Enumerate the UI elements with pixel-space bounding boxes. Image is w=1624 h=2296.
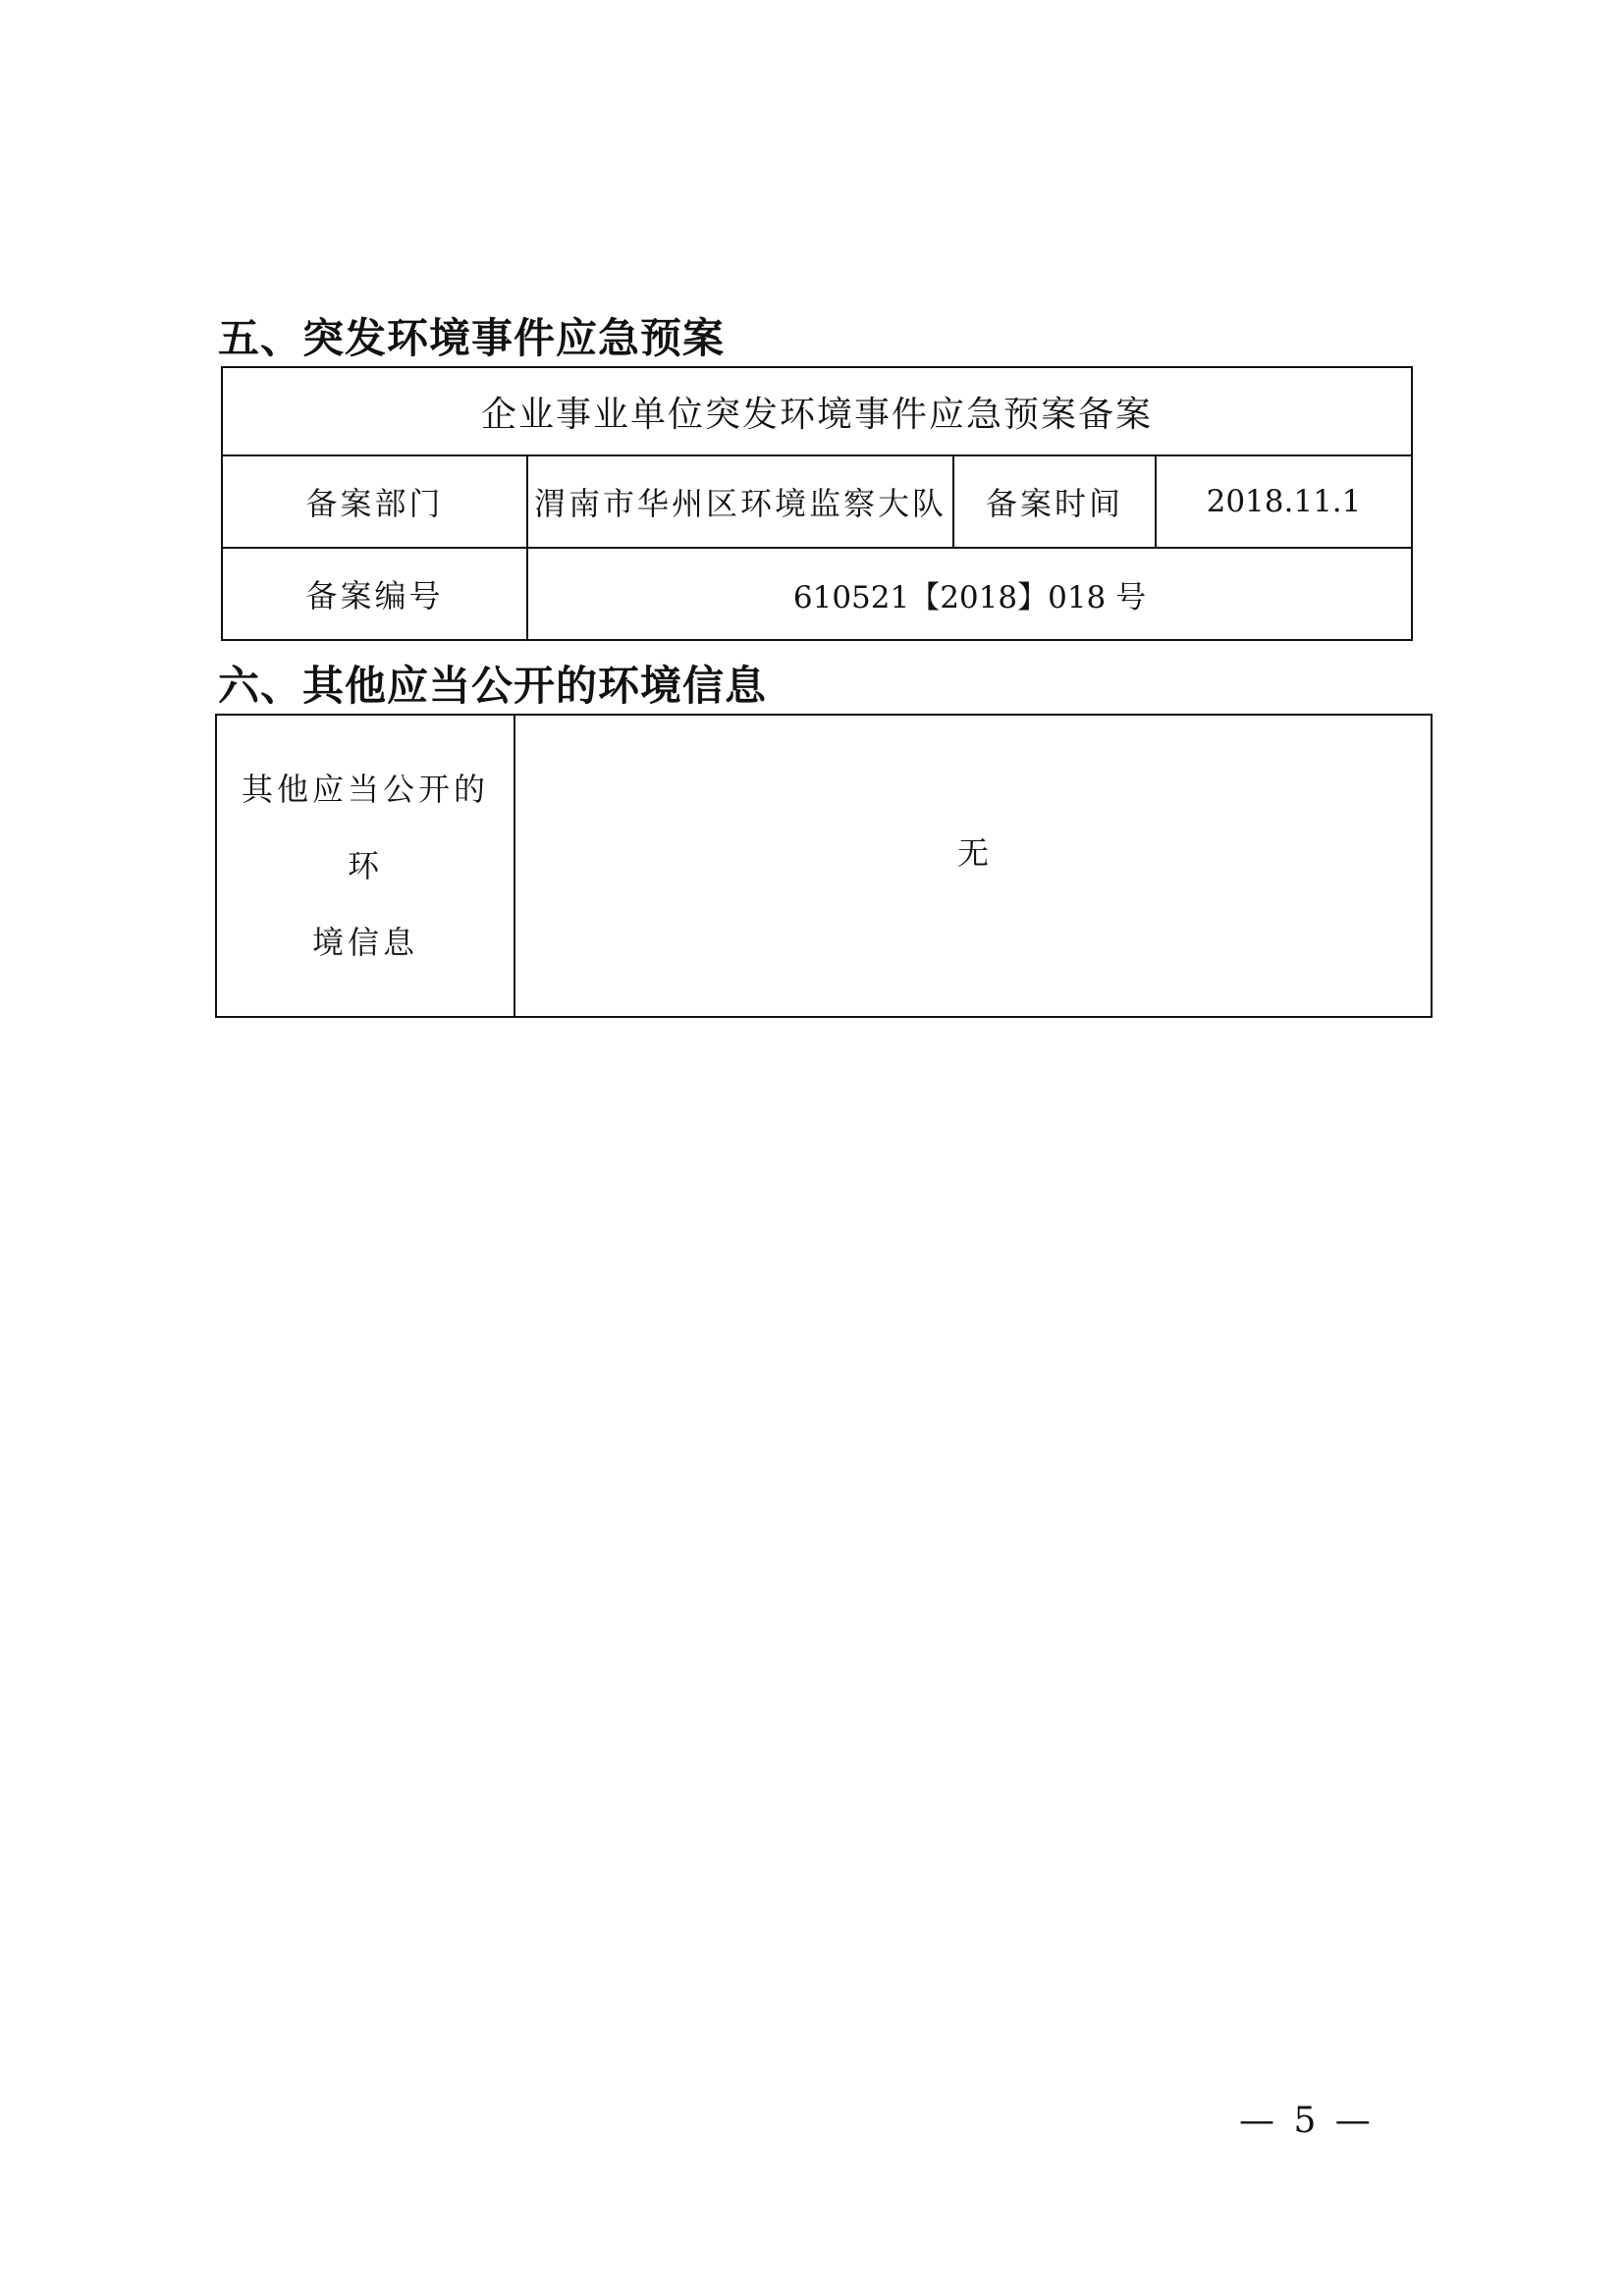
filing-number-label: 备案编号 <box>222 548 527 640</box>
filing-number-value: 610521【2018】018 号 <box>527 548 1412 640</box>
page-number: — 5 — <box>1239 2101 1375 2141</box>
filing-department-value: 渭南市华州区环境监察大队 <box>527 455 953 548</box>
filing-department-label: 备案部门 <box>222 455 527 548</box>
other-info-label-line-1: 其他应当公开的环 <box>241 771 489 884</box>
filing-time-value: 2018.11.1 <box>1156 455 1412 548</box>
section-5-heading: 五、突发环境事件应急预案 <box>218 314 726 362</box>
emergency-plan-table-title: 企业事业单位突发环境事件应急预案备案 <box>222 367 1412 455</box>
filing-time-label: 备案时间 <box>953 455 1156 548</box>
other-info-table <box>215 714 1433 1018</box>
section-6-heading: 六、其他应当公开的环境信息 <box>218 662 768 710</box>
other-info-label-line-2: 境信息 <box>311 924 418 961</box>
other-info-value: 无 <box>514 715 1432 1017</box>
emergency-plan-table <box>221 366 1413 641</box>
other-info-label <box>216 715 514 1017</box>
